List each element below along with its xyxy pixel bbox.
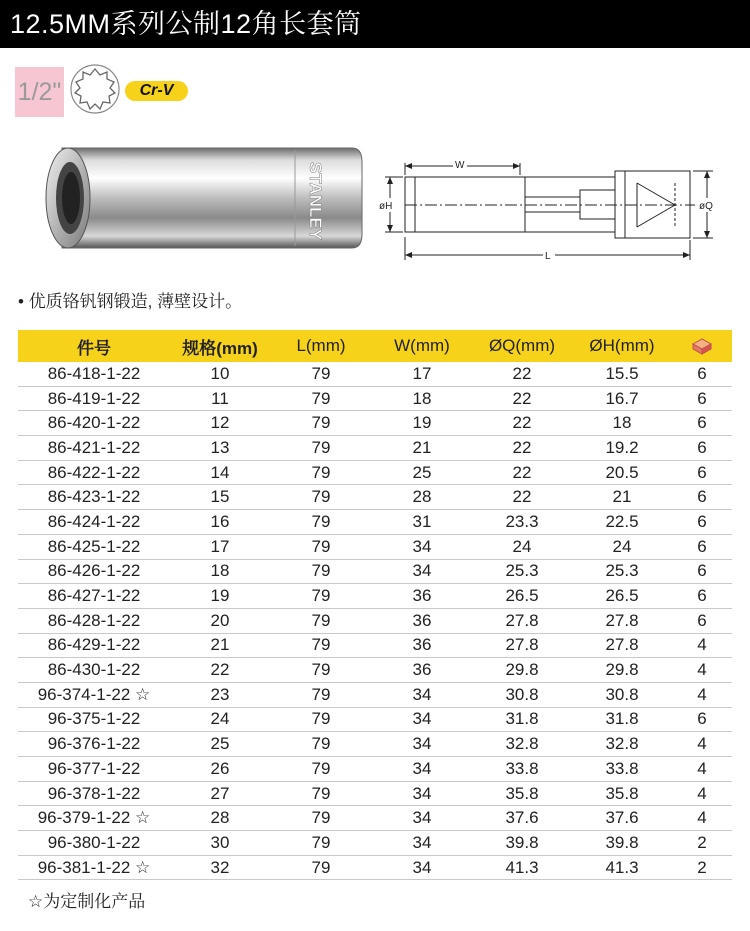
table-row xyxy=(18,658,732,683)
cell-dq: 37.6 xyxy=(472,806,572,831)
cell-width: 34 xyxy=(372,855,472,880)
cell-width: 34 xyxy=(372,732,472,757)
cell-pack-qty: 4 xyxy=(672,633,732,658)
cell-pack-qty: 4 xyxy=(672,658,732,683)
cell-dq: 27.8 xyxy=(472,608,572,633)
cell-size: 30 xyxy=(170,831,270,856)
cell-width: 36 xyxy=(372,584,472,609)
cell-dh: 41.3 xyxy=(572,855,672,880)
material-badge: Cr-V xyxy=(125,81,188,101)
cell-width: 17 xyxy=(372,362,472,386)
cell-part-no: 86-418-1-22 xyxy=(18,362,170,386)
cell-part-no: 86-427-1-22 xyxy=(18,584,170,609)
table-row xyxy=(18,707,732,732)
cell-size: 10 xyxy=(170,362,270,386)
cell-length: 79 xyxy=(270,534,372,559)
cell-dq: 30.8 xyxy=(472,682,572,707)
cell-pack-qty: 2 xyxy=(672,855,732,880)
cell-pack-qty: 4 xyxy=(672,781,732,806)
cell-length: 79 xyxy=(270,781,372,806)
twelve-point-icon xyxy=(69,63,121,115)
cell-part-no: 86-419-1-22 xyxy=(18,386,170,411)
cell-width: 34 xyxy=(372,534,472,559)
table-row xyxy=(18,485,732,510)
table-row xyxy=(18,584,732,609)
cell-dh: 24 xyxy=(572,534,672,559)
cell-size: 25 xyxy=(170,732,270,757)
cell-dq: 25.3 xyxy=(472,559,572,584)
cell-pack-qty: 6 xyxy=(672,707,732,732)
cell-part-no: 86-426-1-22 xyxy=(18,559,170,584)
table-row xyxy=(18,559,732,584)
cell-width: 34 xyxy=(372,682,472,707)
cell-part-no: 96-381-1-22 ☆ xyxy=(18,855,170,880)
cell-dh: 30.8 xyxy=(572,682,672,707)
cell-pack-qty: 4 xyxy=(672,806,732,831)
cell-size: 27 xyxy=(170,781,270,806)
cell-part-no: 96-380-1-22 xyxy=(18,831,170,856)
cell-size: 16 xyxy=(170,510,270,535)
table-row xyxy=(18,386,732,411)
table-header-row xyxy=(18,330,732,362)
cell-part-no: 86-423-1-22 xyxy=(18,485,170,510)
cell-width: 34 xyxy=(372,806,472,831)
cell-length: 79 xyxy=(270,757,372,782)
cell-dq: 32.8 xyxy=(472,732,572,757)
cell-pack-qty: 6 xyxy=(672,510,732,535)
drive-size-label: 1/2" xyxy=(15,67,64,117)
cell-width: 28 xyxy=(372,485,472,510)
cell-length: 79 xyxy=(270,707,372,732)
header-dh: ØH(mm) xyxy=(572,330,672,362)
table-row xyxy=(18,411,732,436)
cell-pack-qty: 4 xyxy=(672,732,732,757)
cell-width: 18 xyxy=(372,386,472,411)
cell-dh: 33.8 xyxy=(572,757,672,782)
cell-part-no: 96-375-1-22 xyxy=(18,707,170,732)
cell-dh: 27.8 xyxy=(572,633,672,658)
cell-size: 11 xyxy=(170,386,270,411)
cell-part-no: 86-428-1-22 xyxy=(18,608,170,633)
cell-width: 31 xyxy=(372,510,472,535)
cell-size: 23 xyxy=(170,682,270,707)
table-row xyxy=(18,633,732,658)
cell-size: 26 xyxy=(170,757,270,782)
cell-size: 15 xyxy=(170,485,270,510)
cell-size: 22 xyxy=(170,658,270,683)
cell-size: 24 xyxy=(170,707,270,732)
table-row xyxy=(18,436,732,461)
cell-pack-qty: 2 xyxy=(672,831,732,856)
cell-dh: 22.5 xyxy=(572,510,672,535)
cell-pack-qty: 6 xyxy=(672,534,732,559)
dim-w-label: W xyxy=(455,160,465,171)
cell-pack-qty: 6 xyxy=(672,460,732,485)
cell-size: 20 xyxy=(170,608,270,633)
cell-size: 13 xyxy=(170,436,270,461)
cell-dq: 39.8 xyxy=(472,831,572,856)
table-row xyxy=(18,806,732,831)
header-length: L(mm) xyxy=(270,330,372,362)
cell-dq: 22 xyxy=(472,386,572,411)
cell-dh: 32.8 xyxy=(572,732,672,757)
cell-dh: 29.8 xyxy=(572,658,672,683)
table-row xyxy=(18,757,732,782)
header-size: 规格(mm) xyxy=(170,330,270,362)
cell-dq: 27.8 xyxy=(472,633,572,658)
cell-part-no: 86-425-1-22 xyxy=(18,534,170,559)
cell-length: 79 xyxy=(270,436,372,461)
cell-dq: 24 xyxy=(472,534,572,559)
header-pack xyxy=(672,330,732,362)
dimension-diagram xyxy=(375,145,725,265)
cell-pack-qty: 6 xyxy=(672,485,732,510)
cell-pack-qty: 4 xyxy=(672,757,732,782)
cell-pack-qty: 6 xyxy=(672,608,732,633)
table-row xyxy=(18,460,732,485)
table-row xyxy=(18,510,732,535)
table-row xyxy=(18,831,732,856)
cell-part-no: 86-430-1-22 xyxy=(18,658,170,683)
table-row xyxy=(18,855,732,880)
table-row xyxy=(18,608,732,633)
cell-width: 34 xyxy=(372,559,472,584)
table-row xyxy=(18,781,732,806)
page-title: 12.5MM系列公制12角长套筒 xyxy=(0,0,750,48)
dim-q-label: øQ xyxy=(699,201,713,212)
feature-text: • 优质铬钒钢锻造, 薄壁设计。 xyxy=(18,292,243,311)
brand-mark: STANLEY xyxy=(306,162,325,241)
cell-pack-qty: 6 xyxy=(672,386,732,411)
cell-dh: 25.3 xyxy=(572,559,672,584)
cell-part-no: 96-376-1-22 xyxy=(18,732,170,757)
footnote: ☆为定制化产品 xyxy=(28,892,146,911)
cell-part-no: 96-374-1-22 ☆ xyxy=(18,682,170,707)
cell-size: 17 xyxy=(170,534,270,559)
cell-pack-qty: 6 xyxy=(672,362,732,386)
cell-dh: 15.5 xyxy=(572,362,672,386)
cell-width: 25 xyxy=(372,460,472,485)
cell-dh: 35.8 xyxy=(572,781,672,806)
cell-length: 79 xyxy=(270,510,372,535)
header-dq: ØQ(mm) xyxy=(472,330,572,362)
cell-dh: 16.7 xyxy=(572,386,672,411)
table-row xyxy=(18,534,732,559)
cell-part-no: 96-378-1-22 xyxy=(18,781,170,806)
cell-length: 79 xyxy=(270,633,372,658)
cell-length: 79 xyxy=(270,806,372,831)
cell-size: 18 xyxy=(170,559,270,584)
header-part-no: 件号 xyxy=(18,330,170,362)
cell-size: 12 xyxy=(170,411,270,436)
cell-dh: 37.6 xyxy=(572,806,672,831)
cell-pack-qty: 6 xyxy=(672,411,732,436)
cell-length: 79 xyxy=(270,682,372,707)
cell-pack-qty: 4 xyxy=(672,682,732,707)
table-row xyxy=(18,682,732,707)
cell-width: 34 xyxy=(372,707,472,732)
spec-table xyxy=(18,330,732,880)
cell-dh: 39.8 xyxy=(572,831,672,856)
cell-length: 79 xyxy=(270,362,372,386)
cell-pack-qty: 6 xyxy=(672,436,732,461)
cell-length: 79 xyxy=(270,855,372,880)
cell-dq: 22 xyxy=(472,362,572,386)
cell-dq: 22 xyxy=(472,411,572,436)
cell-pack-qty: 6 xyxy=(672,559,732,584)
cell-width: 21 xyxy=(372,436,472,461)
cell-size: 19 xyxy=(170,584,270,609)
cell-size: 14 xyxy=(170,460,270,485)
cell-dq: 29.8 xyxy=(472,658,572,683)
cell-part-no: 96-377-1-22 xyxy=(18,757,170,782)
cell-dq: 22 xyxy=(472,436,572,461)
cell-part-no: 86-429-1-22 xyxy=(18,633,170,658)
cell-dq: 41.3 xyxy=(472,855,572,880)
cell-part-no: 86-421-1-22 xyxy=(18,436,170,461)
cell-dh: 31.8 xyxy=(572,707,672,732)
cell-dq: 31.8 xyxy=(472,707,572,732)
cell-dq: 26.5 xyxy=(472,584,572,609)
table-row xyxy=(18,732,732,757)
cell-length: 79 xyxy=(270,658,372,683)
cell-length: 79 xyxy=(270,608,372,633)
cell-length: 79 xyxy=(270,831,372,856)
cell-dq: 33.8 xyxy=(472,757,572,782)
cell-dq: 35.8 xyxy=(472,781,572,806)
cell-length: 79 xyxy=(270,386,372,411)
cell-dh: 27.8 xyxy=(572,608,672,633)
cell-dh: 20.5 xyxy=(572,460,672,485)
cell-length: 79 xyxy=(270,460,372,485)
header-width: W(mm) xyxy=(372,330,472,362)
dim-h-label: øH xyxy=(379,201,393,212)
cell-width: 19 xyxy=(372,411,472,436)
cell-dh: 19.2 xyxy=(572,436,672,461)
cell-width: 36 xyxy=(372,633,472,658)
cell-part-no: 96-379-1-22 ☆ xyxy=(18,806,170,831)
cell-width: 34 xyxy=(372,781,472,806)
cell-dh: 18 xyxy=(572,411,672,436)
cell-part-no: 86-424-1-22 xyxy=(18,510,170,535)
cell-length: 79 xyxy=(270,485,372,510)
cell-length: 79 xyxy=(270,411,372,436)
cell-dq: 23.3 xyxy=(472,510,572,535)
cell-size: 32 xyxy=(170,855,270,880)
cell-dq: 22 xyxy=(472,485,572,510)
cell-size: 28 xyxy=(170,806,270,831)
cell-pack-qty: 6 xyxy=(672,584,732,609)
cell-length: 79 xyxy=(270,584,372,609)
dim-l-label: L xyxy=(545,251,551,262)
socket-photo xyxy=(40,140,365,255)
cell-dh: 21 xyxy=(572,485,672,510)
cell-width: 34 xyxy=(372,757,472,782)
cell-part-no: 86-420-1-22 xyxy=(18,411,170,436)
box-icon xyxy=(690,336,714,356)
cell-dq: 22 xyxy=(472,460,572,485)
cell-length: 79 xyxy=(270,559,372,584)
cell-dh: 26.5 xyxy=(572,584,672,609)
cell-width: 36 xyxy=(372,608,472,633)
cell-size: 21 xyxy=(170,633,270,658)
table-row xyxy=(18,362,732,386)
cell-part-no: 86-422-1-22 xyxy=(18,460,170,485)
cell-width: 36 xyxy=(372,658,472,683)
cell-length: 79 xyxy=(270,732,372,757)
cell-width: 34 xyxy=(372,831,472,856)
